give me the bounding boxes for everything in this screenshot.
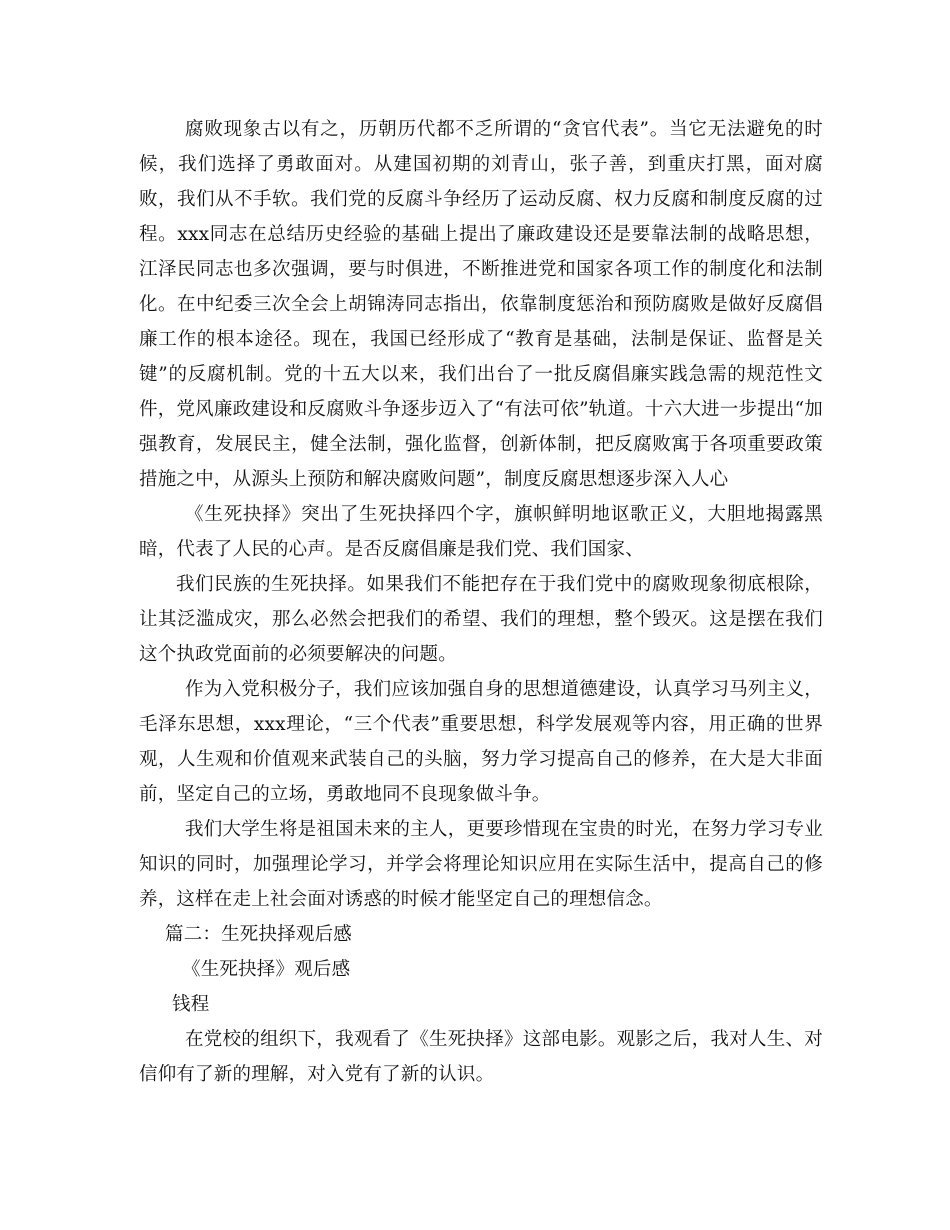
paragraph-anticorruption-history: 腐败现象古以有之，历朝历代都不乏所谓的“贪官代表”。当它无法避免的时候，我们选择了勇敢面对。从建国初期的刘青山，张子善，到重庆打黑，面对腐败，我们从不手软。我们党的反腐斗争经历了运动反腐、权力反腐和制度反腐的过程。xxx同志在总结历史经验的基础上提出了廉政建设还是要靠法制的战略思想，江泽民同志也多次强调，要与时俱进，不断推进党和国家各项工作的制度化和法制化。在中纪委三次全会上胡锦涛同志指出，依靠制度惩治和预防腐败是做好反腐倡廉工作的根本途径。现在，我国已经形成了“教育是基础，法制是保证、监督是关键”的反腐机制。党的十五大以来，我们出台了一批反腐倡廉实践急需的规范性文件，党风廉政建设和反腐败斗争逐步迈入了“有法可依”轨道。十六大进一步提出“加强教育，发展民主，健全法制，强化监督，创新体制，把反腐败寓于各项重要政策措施之中，从源头上预防和解决腐败问题”，制度反腐思想逐步深入人心 xyxy=(139,119,823,490)
paragraph-film-theme: 《生死抉择》突出了生死抉择四个字，旗帜鲜明地讴歌正义，大胆地揭露黑暗，代表了人民的心声。是否反腐倡廉是我们党、我们国家、 xyxy=(139,504,823,560)
article-title: 《生死抉择》观后感 xyxy=(182,959,351,980)
paragraph-college-students: 我们大学生将是祖国未来的主人，更要珍惜现在宝贵的时光，在努力学习专业知识的同时，加强理论学习，并学会将理论知识应用在实际生活中，提高自己的修养，这样在走上社会面对诱惑的时候才能坚定自己的理想信念。 xyxy=(139,819,823,910)
paragraph-national-choice: 我们民族的生死抉择。如果我们不能把存在于我们党中的腐败现象彻底根除，让其泛滥成灾，那么必然会把我们的希望、我们的理想，整个毁灭。这是摆在我们这个执政党面前的必须要解决的问题。 xyxy=(139,574,823,665)
author-name: 钱程 xyxy=(172,994,210,1015)
document-body xyxy=(139,112,823,1092)
paragraph-closing: 在党校的组织下，我观看了《生死抉择》这部电影。观影之后，我对人生、对信仰有了新的理解，对入党有了新的认识。 xyxy=(139,1029,823,1085)
paragraph-party-activist: 作为入党积极分子，我们应该加强自身的思想道德建设，认真学习马列主义，毛泽东思想，xxx理论，“三个代表”重要思想，科学发展观等内容，用正确的世界观，人生观和价值观来武装自己的头脑，努力学习提高自己的修养，在大是大非面前，坚定自己的立场，勇敢地同不良现象做斗争。 xyxy=(139,679,823,805)
section-heading: 篇二：生死抉择观后感 xyxy=(165,924,353,945)
